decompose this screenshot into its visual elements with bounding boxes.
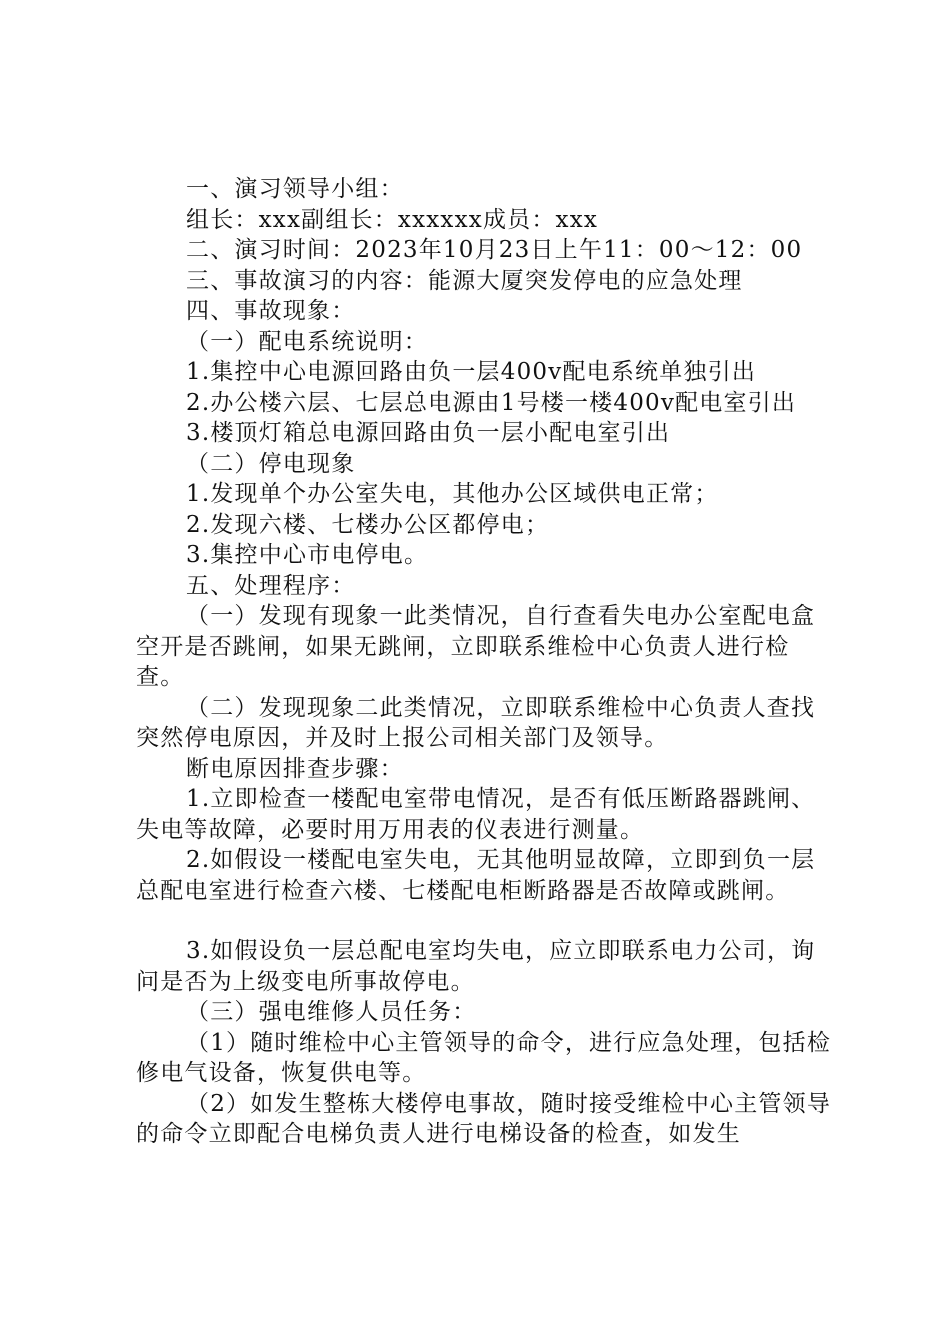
heading-drill-time: 二、演习时间：2023年10月23日上午11：00～12：00: [186, 237, 803, 263]
troubleshooting-step-3: 3.如假设负一层总配电室均失电，应立即联系电力公司，询问是否为上级变电所事故停电。: [136, 938, 816, 995]
outage-item-3: 3.集控中心市电停电。: [186, 542, 429, 568]
distribution-item-3: 3.楼顶灯箱总电源回路由负一层小配电室引出: [186, 420, 671, 446]
outage-item-1: 1.发现单个办公室失电，其他办公区域供电正常；: [186, 481, 719, 507]
troubleshooting-step-1: 1.立即检查一楼配电室带电情况，是否有低压断路器跳闸、失电等故障，必要时用万用表的仪表进行测量。: [136, 786, 816, 843]
procedure-case-1: （一）发现有现象一此类情况，自行查看失电办公室配电盒空开是否跳闸，如果无跳闸，立即联系维检中心负责人进行检查。: [136, 603, 816, 690]
heading-drill-content: 三、事故演习的内容：能源大厦突发停电的应急处理: [186, 267, 743, 294]
document-body: [136, 174, 836, 1150]
troubleshooting-step-2: 2.如假设一楼配电室失电，无其他明显故障，立即到负一层总配电室进行检查六楼、七楼配电柜断路器是否故障或跳闸。: [136, 847, 816, 904]
subheading-outage-phenomena: （二）停电现象: [186, 450, 356, 477]
electrician-task-1: （1）随时维检中心主管领导的命令，进行应急处理，包括检修电气设备，恢复供电等。: [136, 1029, 832, 1086]
heading-procedure: 五、处理程序：: [186, 572, 356, 599]
subheading-troubleshooting: 断电原因排查步骤：: [186, 755, 404, 782]
electrician-task-2: （2）如发生整栋大楼停电事故，随时接受维检中心主管领导的命令立即配合电梯负责人进行电梯设备的检查，如发生: [136, 1090, 832, 1147]
heading-drill-leadership: 一、演习领导小组：: [186, 176, 404, 202]
outage-item-2: 2.发现六楼、七楼办公区都停电；: [186, 511, 550, 538]
leadership-members: 组长：xxx副组长：xxxxxx成员：xxx: [186, 206, 599, 233]
subheading-electrician-tasks: （三）强电维修人员任务：: [186, 999, 477, 1025]
procedure-case-2: （二）发现现象二此类情况，立即联系维检中心负责人查找突然停电原因，并及时上报公司相关部门及领导。: [136, 694, 816, 751]
paragraph-gap: [136, 906, 836, 936]
subheading-distribution-system: （一）配电系统说明：: [186, 328, 428, 355]
heading-accident-phenomena: 四、事故现象：: [186, 298, 356, 324]
distribution-item-2: 2.办公楼六层、七层总电源由1号楼一楼400v配电室引出: [186, 389, 797, 416]
distribution-item-1: 1.集控中心电源回路由负一层400v配电系统单独引出: [186, 359, 757, 385]
